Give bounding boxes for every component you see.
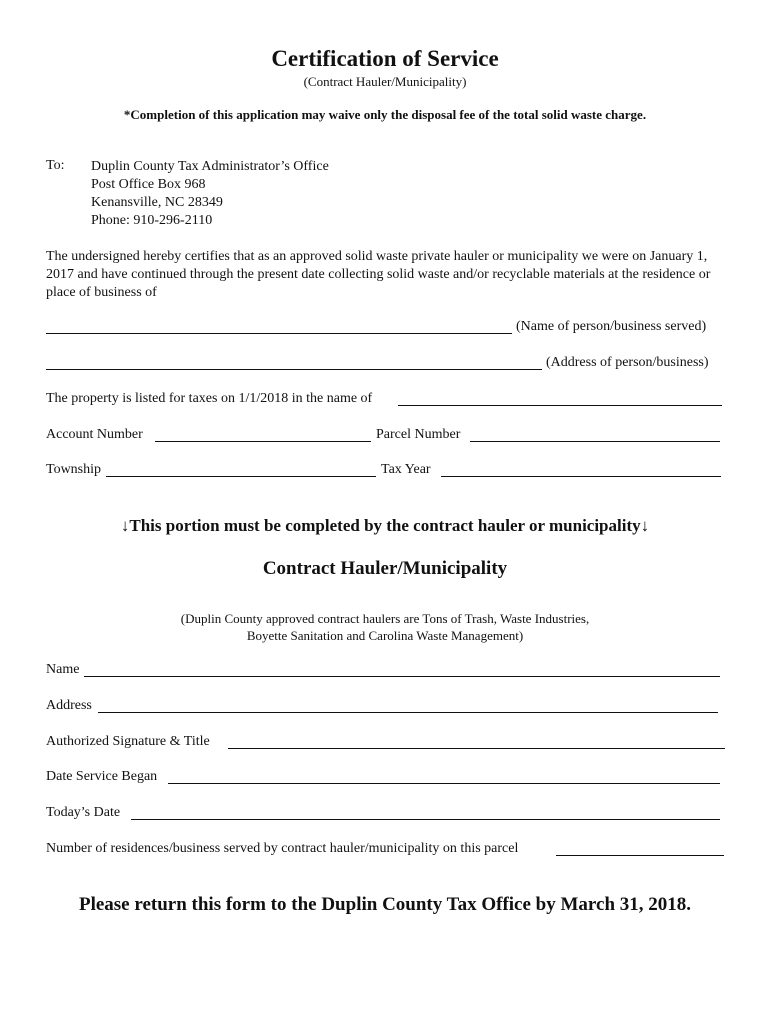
todays-date-field[interactable] bbox=[131, 819, 720, 820]
account-number-field[interactable] bbox=[155, 441, 371, 442]
person-address-hint: (Address of person/business) bbox=[546, 355, 709, 370]
date-service-began-label: Date Service Began bbox=[46, 769, 158, 784]
signature-title-label: Authorized Signature & Title bbox=[46, 734, 210, 749]
hauler-section-banner: ↓This portion must be completed by the contract hauler or municipality↓ bbox=[120, 516, 650, 535]
form-title: Certification of Service bbox=[271, 46, 499, 71]
township-label: Township bbox=[46, 462, 102, 477]
disposal-fee-notice: *Completion of this application may waive only the disposal fee of the total solid waste charge. bbox=[123, 107, 647, 122]
certification-paragraph: The undersigned hereby certifies that as an approved solid waste private hauler or municipality we were on January 1, 2017 and have continued through the present date collecting solid waste and/or recyclable materials at the residence or place of business of bbox=[46, 249, 711, 300]
parcel-number-field[interactable] bbox=[470, 441, 720, 442]
tax-year-label: Tax Year bbox=[381, 462, 431, 477]
township-field[interactable] bbox=[106, 476, 376, 477]
signature-title-field[interactable] bbox=[228, 748, 725, 749]
person-served-field[interactable] bbox=[46, 333, 512, 334]
tax-year-field[interactable] bbox=[441, 476, 721, 477]
date-service-began-field[interactable] bbox=[168, 783, 720, 784]
property-name-label: The property is listed for taxes on 1/1/2018 in the name of bbox=[46, 391, 373, 406]
form-subtitle: (Contract Hauler/Municipality) bbox=[303, 74, 467, 89]
person-served-hint: (Name of person/business served) bbox=[516, 319, 707, 334]
person-address-field[interactable] bbox=[46, 369, 542, 370]
hauler-heading: Contract Hauler/Municipality bbox=[262, 558, 508, 579]
residences-served-label: Number of residences/business served by contract hauler/municipality on this parcel bbox=[46, 841, 519, 856]
property-name-field[interactable] bbox=[398, 405, 722, 406]
recipient-line-pobox: Post Office Box 968 bbox=[91, 177, 206, 192]
account-number-label: Account Number bbox=[46, 427, 143, 442]
approved-haulers-note-line2: Boyette Sanitation and Carolina Waste Management) bbox=[246, 628, 524, 643]
hauler-name-field[interactable] bbox=[84, 676, 720, 677]
parcel-number-label: Parcel Number bbox=[376, 427, 461, 442]
approved-haulers-note-line1: (Duplin County approved contract haulers are Tons of Trash, Waste Industries, bbox=[180, 611, 590, 626]
todays-date-label: Today’s Date bbox=[46, 805, 121, 820]
hauler-address-field[interactable] bbox=[98, 712, 718, 713]
recipient-line-office: Duplin County Tax Administrator’s Office bbox=[91, 159, 329, 174]
residences-served-field[interactable] bbox=[556, 855, 724, 856]
return-deadline-footer: Please return this form to the Duplin County Tax Office by March 31, 2018. bbox=[78, 894, 692, 915]
hauler-name-label: Name bbox=[46, 662, 80, 677]
hauler-address-label: Address bbox=[46, 698, 92, 713]
recipient-line-phone: Phone: 910-296-2110 bbox=[91, 213, 213, 228]
recipient-line-city: Kenansville, NC 28349 bbox=[91, 195, 223, 210]
to-label: To: bbox=[46, 158, 65, 173]
